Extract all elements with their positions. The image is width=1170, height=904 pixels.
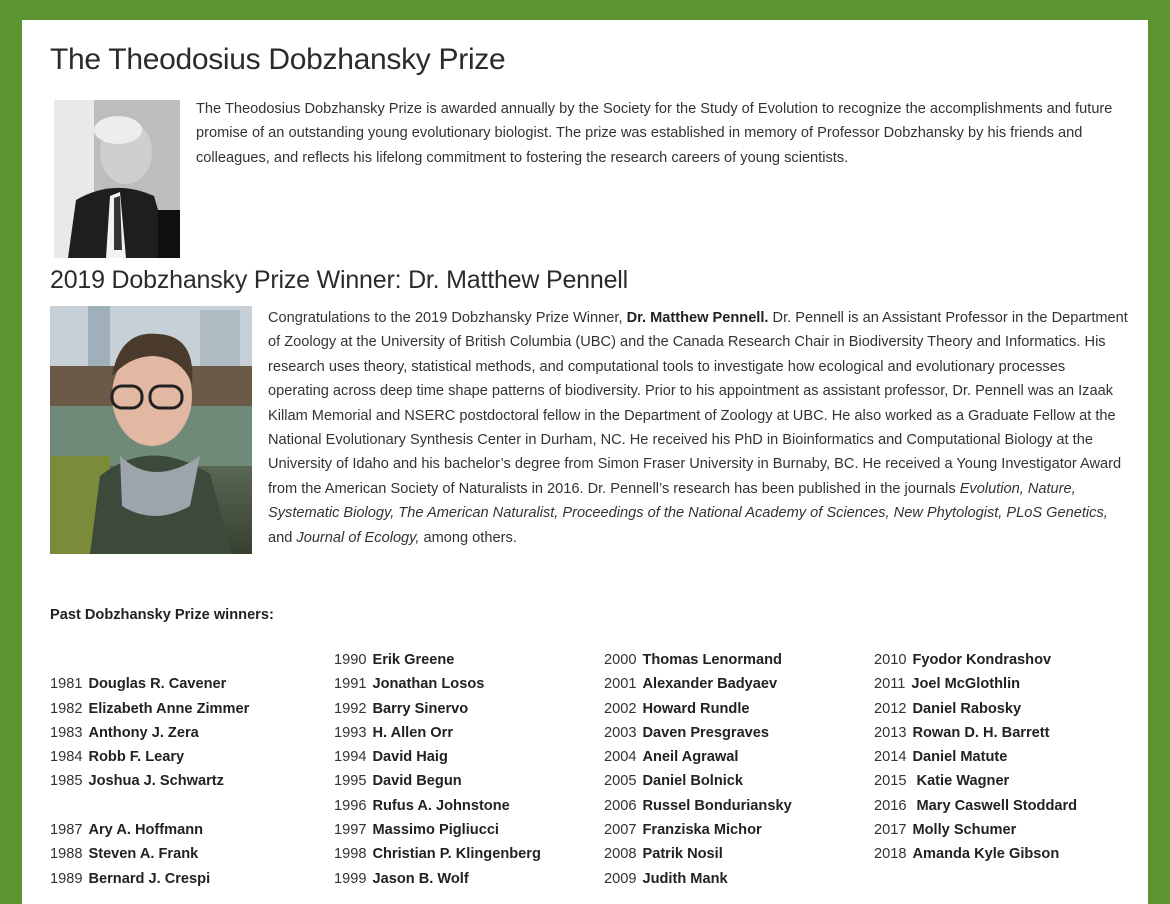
winner-year: 1994 xyxy=(334,749,367,766)
winner-row xyxy=(50,818,249,842)
winner-name: Amanda Kyle Gibson xyxy=(912,846,1060,863)
winner-row xyxy=(50,648,249,672)
winner-year: 2011 xyxy=(874,676,906,693)
winner-row xyxy=(604,697,792,721)
winner-year: 1993 xyxy=(334,724,367,741)
winner-row xyxy=(50,745,249,769)
winner-name: Elizabeth Anne Zimmer xyxy=(88,700,250,717)
winner-row xyxy=(334,697,541,721)
page-title: The Theodosius Dobzhansky Prize xyxy=(50,43,506,76)
winner-row xyxy=(50,769,249,793)
winner-row xyxy=(874,648,1077,672)
winner-year: 2007 xyxy=(604,822,637,839)
winner-year: 2004 xyxy=(604,749,637,766)
winner-year: 1998 xyxy=(334,846,367,863)
winner-name: Alexander Badyaev xyxy=(642,676,778,693)
winner-year: 1981 xyxy=(50,676,83,693)
winner-name: Franziska Michor xyxy=(642,822,762,839)
winner-row xyxy=(604,867,792,891)
winner-name: Jonathan Losos xyxy=(372,676,485,693)
winner-name: H. Allen Orr xyxy=(372,724,454,741)
winner-year: 2013 xyxy=(874,724,907,741)
winner-biography: Congratulations to the 2019 Dobzhansky Prize Winner, Dr. Matthew Pennell. Dr. Pennell is an Assistant Professor in the Department of Zoology at the University of British Columbia (UBC) and the Canada Research Chair in Biodiversity Theory and Informatics. His research uses theory, statistical methods, and computational tools to investigate how ecological and evolutionary processes operating across deep time shape patterns of biodiversity. Prior to his appointment as assistant professor, Dr. Pennell was an Izaak Killam Memorial and NSERC postdoctoral fellow in the Department of Zoology at UBC. He also worked as a Graduate Fellow at the National Evolutionary Synthesis Center in Durham, NC. He received his PhD in Bioinformatics and Computational Biology at the University of Idaho and his bachelor’s degree from Simon Fraser University in Burnaby, BC. He received a Young Investigator Award from the American Society of Naturalists in 2016. Dr. Pennell’s research has been published in the journals Evolution, Nature, Systematic Biology, The American Naturalist, Proceedings of the National Academy of Sciences, New Phytologist, PLoS Genetics, and Journal of Ecology, among others. xyxy=(268,310,1128,546)
winner-name: Molly Schumer xyxy=(912,822,1017,839)
winner-name: Bernard J. Crespi xyxy=(88,870,211,887)
winner-name: Daven Presgraves xyxy=(642,724,770,741)
winner-heading: 2019 Dobzhansky Prize Winner: Dr. Matthew Pennell xyxy=(50,266,628,294)
winner-year: 1991 xyxy=(334,676,367,693)
winner-name: Christian P. Klingenberg xyxy=(372,846,541,863)
winner-name: David Begun xyxy=(372,773,462,790)
winner-year: 2010 xyxy=(874,652,907,668)
winner-name: Russel Bonduriansky xyxy=(642,797,792,814)
dobzhansky-portrait-image xyxy=(54,100,180,258)
winner-row xyxy=(334,672,541,696)
winner-row xyxy=(874,745,1077,769)
winner-name: Patrik Nosil xyxy=(642,846,723,863)
winner-year: 2018 xyxy=(874,846,907,863)
winner-row xyxy=(874,672,1077,696)
winner-row xyxy=(334,745,541,769)
winner-row xyxy=(334,867,541,891)
winner-year: 1985 xyxy=(50,773,83,790)
winner-row xyxy=(874,769,1077,793)
winner-row xyxy=(604,672,792,696)
winner-row xyxy=(874,794,1077,818)
winner-year: 2012 xyxy=(874,700,907,717)
winner-name: Robb F. Leary xyxy=(88,749,185,766)
winner-year: 2002 xyxy=(604,700,637,717)
winner-row xyxy=(50,842,249,866)
winner-year: 2017 xyxy=(874,822,907,839)
winner-row xyxy=(50,867,249,891)
prize-description: The Theodosius Dobzhansky Prize is awarded annually by the Society for the Study of Evolution to recognize the accomplishments and future promise of an outstanding young evolutionary biologist. The prize was established in memory of Professor Dobzhansky by his friends and colleagues, and reflects his lifelong commitment to fostering the research careers of young scientists. xyxy=(196,101,1113,166)
winner-row xyxy=(334,648,541,672)
winner-name: Douglas R. Cavener xyxy=(88,676,227,693)
winner-year: 2003 xyxy=(604,724,637,741)
winner-name: Thomas Lenormand xyxy=(642,652,782,668)
winner-year: 2008 xyxy=(604,846,637,863)
winner-year: 2005 xyxy=(604,773,637,790)
winner-year: 2009 xyxy=(604,870,637,887)
winner-row xyxy=(50,672,249,696)
winner-row xyxy=(604,648,792,672)
winner-year: 2001 xyxy=(604,676,637,693)
winner-row xyxy=(334,721,541,745)
winner-year: 1999 xyxy=(334,870,367,887)
winners-column-1990s xyxy=(334,648,541,891)
winner-row xyxy=(604,794,792,818)
winner-year: 1987 xyxy=(50,822,83,839)
winner-year: 2000 xyxy=(604,652,637,668)
winner-name: Dr. Matthew Pennell. xyxy=(626,310,769,326)
winner-row xyxy=(604,842,792,866)
winner-year: 1984 xyxy=(50,749,83,766)
winner-row xyxy=(604,721,792,745)
winner-year: 1997 xyxy=(334,822,367,839)
winner-row xyxy=(50,794,249,818)
winners-column-2010s xyxy=(874,648,1077,867)
winner-row xyxy=(604,745,792,769)
winner-row xyxy=(604,769,792,793)
winner-name: Massimo Pigliucci xyxy=(372,822,499,839)
winners-column-1980s xyxy=(50,648,249,891)
winner-year: 1996 xyxy=(334,797,367,814)
winner-row xyxy=(50,721,249,745)
winner-row xyxy=(334,769,541,793)
winner-name: Steven A. Frank xyxy=(88,846,199,863)
winner-year: 1982 xyxy=(50,700,83,717)
journal-list: Evolution, Nature, Systematic Biology, The American Naturalist, Proceedings of the National Academy of Sciences, New Phytologist, PLoS Genetics, xyxy=(268,480,1108,522)
winner-row xyxy=(334,842,541,866)
winner-name: Judith Mank xyxy=(642,870,728,887)
winner-year: 1992 xyxy=(334,700,367,717)
pennell-portrait-image xyxy=(50,306,252,554)
winner-name: Mary Caswell Stoddard xyxy=(912,797,1078,814)
winner-name: Rufus A. Johnstone xyxy=(372,797,510,814)
winner-name: Daniel Rabosky xyxy=(912,700,1022,717)
winner-year: 1990 xyxy=(334,652,367,668)
winner-name: Daniel Bolnick xyxy=(642,773,744,790)
winner-year: 1989 xyxy=(50,870,83,887)
winner-name: Howard Rundle xyxy=(642,700,750,717)
winners-column-2000s xyxy=(604,648,792,891)
winner-year: 2006 xyxy=(604,797,637,814)
winner-row xyxy=(874,697,1077,721)
winner-name: Joshua J. Schwartz xyxy=(88,773,224,790)
content-panel xyxy=(22,20,1148,904)
winner-row xyxy=(874,818,1077,842)
winner-year: 2015 xyxy=(874,773,907,790)
winner-year: 1995 xyxy=(334,773,367,790)
winner-year: 1988 xyxy=(50,846,83,863)
winner-name: Katie Wagner xyxy=(912,773,1010,790)
winner-name: Erik Greene xyxy=(372,652,455,668)
winner-name: Fyodor Kondrashov xyxy=(912,652,1052,668)
winner-year: 2014 xyxy=(874,749,907,766)
winner-row xyxy=(874,721,1077,745)
winner-name: David Haig xyxy=(372,749,448,766)
winner-year: 1983 xyxy=(50,724,83,741)
past-winners-heading: Past Dobzhansky Prize winners: xyxy=(50,607,274,623)
winner-name: Barry Sinervo xyxy=(372,700,469,717)
winner-name: Anthony J. Zera xyxy=(88,724,199,741)
winner-row xyxy=(334,794,541,818)
winner-name: Daniel Matute xyxy=(912,749,1008,766)
winner-row xyxy=(604,818,792,842)
winner-name: Joel McGlothlin xyxy=(911,676,1021,693)
winner-name: Rowan D. H. Barrett xyxy=(912,724,1050,741)
winner-row xyxy=(874,842,1077,866)
winner-year: 2016 xyxy=(874,797,907,814)
winner-name: Aneil Agrawal xyxy=(642,749,739,766)
winner-row xyxy=(334,818,541,842)
winner-name: Jason B. Wolf xyxy=(372,870,469,887)
winner-row xyxy=(50,697,249,721)
winner-name: Ary A. Hoffmann xyxy=(88,822,204,839)
